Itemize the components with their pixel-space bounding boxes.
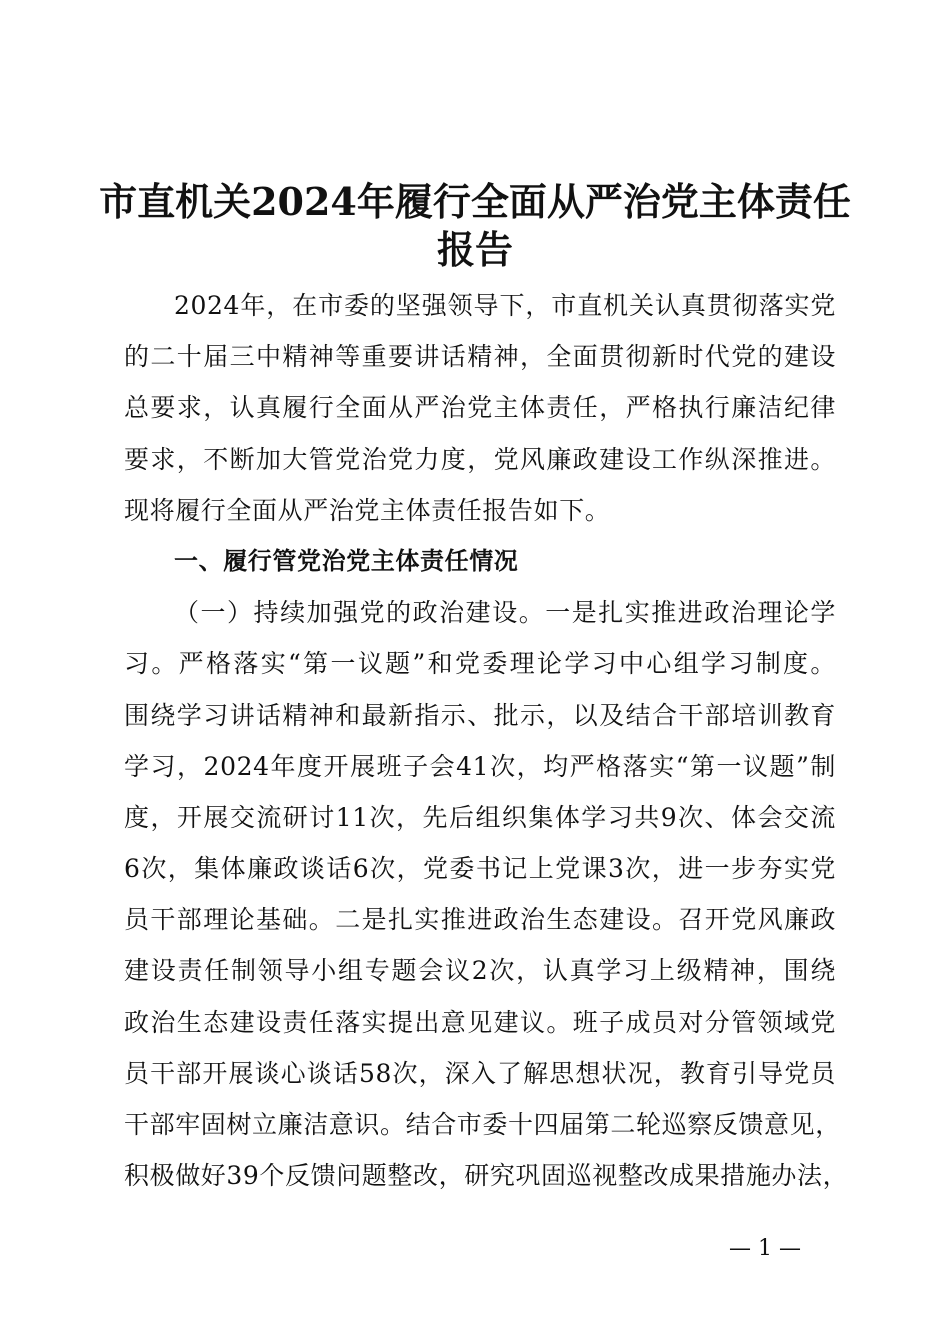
paragraph-line: 干部牢固树立廉洁意识。结合市委十四届第二轮巡察反馈意见， [124, 1110, 841, 1139]
paragraph-line: 学习，2024年度开展班子会41次，均严格落实“第一议题”制 [124, 751, 836, 781]
section-heading: 一、履行管党治党主体责任情况 [174, 546, 519, 575]
paragraph-line: 政治生态建设责任落实提出意见建议。班子成员对分管领域党 [124, 1007, 836, 1037]
document-title-line-2: 报告 [436, 227, 513, 272]
paragraph-line: 总要求，认真履行全面从严治党主体责任，严格执行廉洁纪律 [124, 393, 836, 423]
paragraph-line: 围绕学习讲话精神和最新指示、批示，以及结合干部培训教育 [124, 700, 836, 730]
paragraph-line: 度，开展交流研讨11次，先后组织集体学习共9次、体会交流 [124, 802, 836, 832]
paragraph-line: （一）持续加强党的政治建设。一是扎实推进政治理论学 [174, 598, 836, 628]
paragraph-line: 6次，集体廉政谈话6次，党委书记上党课3次，进一步夯实党 [124, 854, 836, 884]
document-title-line-1: 市直机关2024年履行全面从严治党主体责任 [99, 179, 851, 224]
paragraph-line: 积极做好39个反馈问题整改，研究巩固巡视整改成果措施办法， [124, 1161, 849, 1191]
paragraph-line: 要求，不断加大管党治党力度，党风廉政建设工作纵深推进。 [124, 444, 836, 474]
paragraph-line: 员干部开展谈心谈话58次，深入了解思想状况，教育引导党员 [124, 1058, 836, 1088]
document-body [124, 280, 849, 1201]
paragraph-line: 现将履行全面从严治党主体责任报告如下。 [124, 495, 611, 525]
paragraph-line: 员干部理论基础。二是扎实推进政治生态建设。召开党风廉政 [124, 905, 836, 935]
page-number: — 1 — [729, 1236, 801, 1261]
paragraph-line: 2024年，在市委的坚强领导下，市直机关认真贯彻落实党 [174, 291, 836, 320]
paragraph-line: 习。严格落实“第一议题”和党委理论学习中心组学习制度。 [124, 649, 836, 679]
paragraph-line: 的二十届三中精神等重要讲话精神，全面贯彻新时代党的建设 [124, 342, 836, 372]
paragraph-line: 建设责任制领导小组专题会议2次，认真学习上级精神，围绕 [124, 956, 836, 986]
